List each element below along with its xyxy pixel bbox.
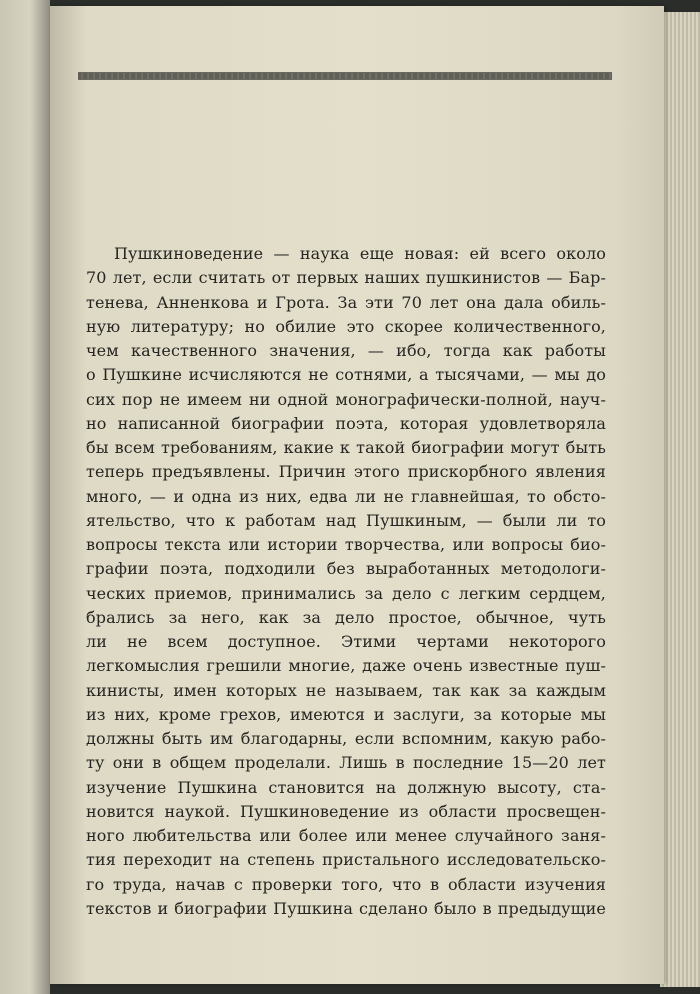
text-line: должны быть им благодарны, если вспомним, какую рабо- [86,729,606,748]
text-line: текстов и биографии Пушкина сделано было в предыдущие [86,898,606,918]
text-line: ту они в общем проделали. Лишь в последние 15—20 лет [86,753,606,773]
text-line: новится наукой. Пушкиноведение из области просвещен- [86,801,606,821]
text-line: изучение Пушкина становится на должную высоту, ста- [86,777,606,797]
text-line: ную литературу; но обилие это скорее количественного, [86,316,606,336]
text-line: теперь предъявлены. Причин этого прискорбного явления [86,462,606,482]
text-line: вопросы текста или истории творчества, или вопросы био- [86,535,606,554]
page-edges [660,12,700,987]
text-line: кинисты, имен которых не называем, так как за каждым [86,680,606,700]
text-line: 70 лет, если считать от первых наших пушкинистов — Бар- [86,268,606,288]
text-line: брались за него, как за дело простое, обычное, чуть [86,607,606,627]
text-line: тенева, Анненкова и Грота. За эти 70 лет она дала обиль- [86,292,606,312]
text-line: ческих приемов, принимались за дело с легким сердцем, [86,583,606,603]
decorative-header-rule [78,72,612,80]
text-line: много, — и одна из них, едва ли не главнейшая, то обсто- [86,486,606,506]
text-line: о Пушкине исчисляются не сотнями, а тысячами, — мы до [86,365,606,385]
text-line: из них, кроме грехов, имеются и заслуги, за которые мы [86,704,606,724]
text-line: ного любительства или более или менее случайного заня- [86,826,606,845]
text-line: Пушкиноведение — наука еще новая: ей всего около [114,244,606,263]
body-paragraph [86,242,606,921]
book-page [50,6,664,984]
text-line: сих пор не имеем ни одной монографически-полной, науч- [86,389,606,409]
text-line: го труда, начав с проверки того, что в области изучения [86,874,606,894]
text-line: ятельство, что к работам над Пушкиным, — были ли то [86,510,606,530]
text-line: тия переходит на степень пристального исследовательско- [86,850,606,870]
text-line: бы всем требованиям, какие к такой биографии могут быть [86,438,606,457]
text-line: легкомыслия грешили многие, даже очень известные пуш- [86,656,606,676]
text-line: графии поэта, подходили без выработанных методологи- [86,559,606,579]
text-line: чем качественного значения, — ибо, тогда как работы [86,341,606,360]
left-page-edge [0,0,50,994]
text-line: ли не всем доступное. Этими чертами некоторого [86,632,606,651]
text-line: но написанной биографии поэта, которая удовлетворяла [86,413,606,433]
